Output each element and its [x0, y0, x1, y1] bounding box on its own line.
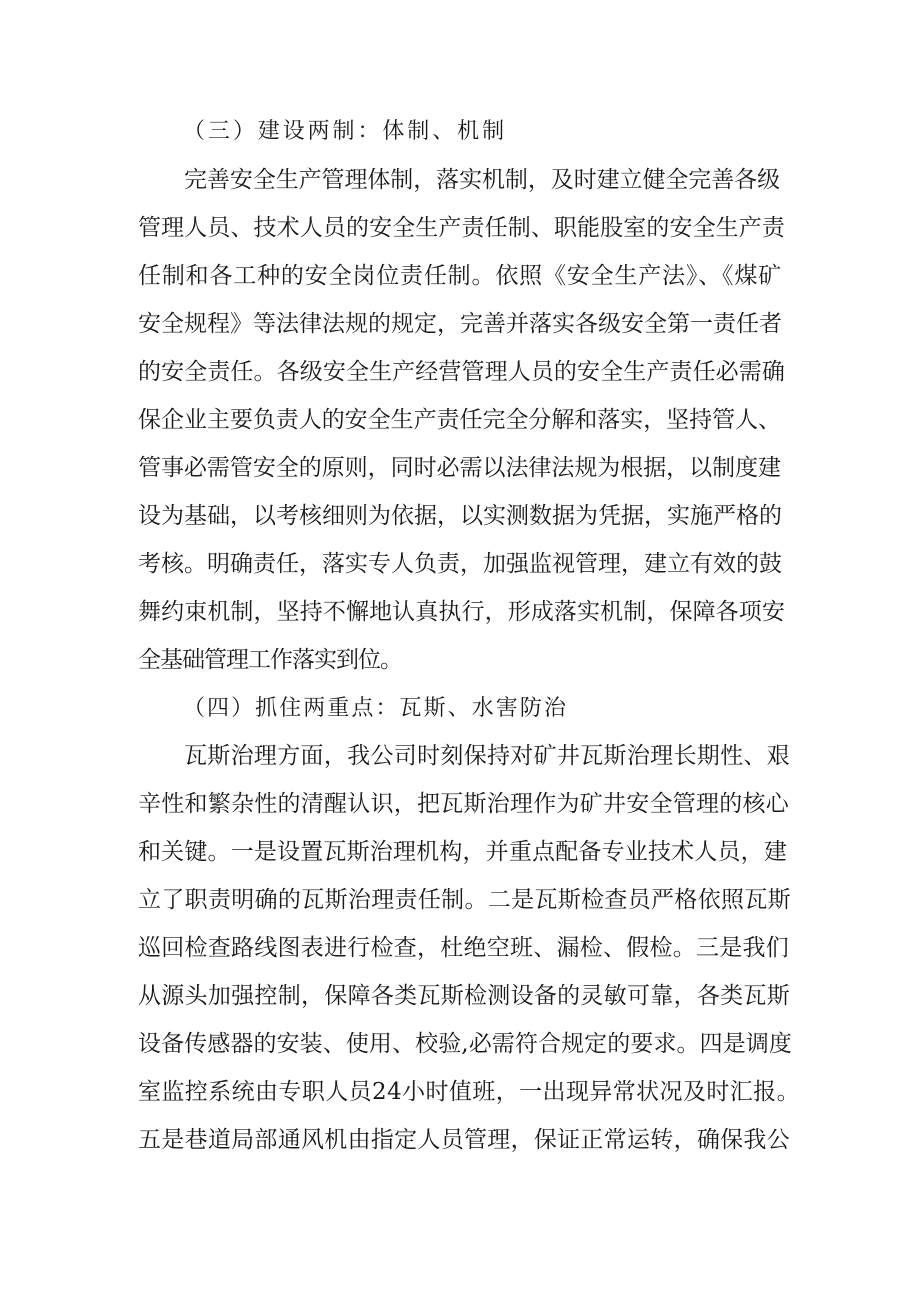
paragraph-line: 考核。明确责任，落实专人负责，加强监视管理，建立有效的鼓	[138, 551, 782, 577]
paragraph-line: 室监控系统由专职人员24小时值班，一出现异常状况及时汇报。	[138, 1079, 800, 1105]
paragraph-line: 设备传感器的安装、使用、校验,必需符合规定的要求。四是调度	[138, 1031, 793, 1057]
paragraph-line: 管事必需管安全的原则，同时必需以法律法规为根据，以制度建	[138, 455, 781, 481]
paragraph-line: 五是巷道局部通风机由指定人员管理，保证正常运转，确保我公	[138, 1127, 791, 1153]
paragraph-line: 全基础管理工作落实到位。	[138, 647, 402, 673]
paragraph-line: 舞约束机制，坚持不懈地认真执行，形成落实机制，保障各项安	[138, 599, 785, 625]
section-3-heading: （三）建设两制：体制、机制	[183, 119, 507, 144]
paragraph-line: 安全规程》等法律法规的规定，完善并落实各级安全第一责任者	[138, 311, 782, 337]
paragraph-line: 辛性和繁杂性的清醒认识，把瓦斯治理作为矿井安全管理的核心	[138, 791, 789, 817]
paragraph-line: 和关键。一是设置瓦斯治理机构，并重点配备专业技术人员，建	[138, 839, 788, 865]
paragraph-line: 保企业主要负责人的安全生产责任完全分解和落实，坚持管人、	[138, 407, 781, 433]
paragraph-line: 从源头加强控制，保障各类瓦斯检测设备的灵敏可靠，各类瓦斯	[138, 983, 791, 1009]
paragraph-line: 完善安全生产管理体制，落实机制，及时建立健全完善各级	[184, 167, 780, 193]
paragraph-line: 的安全责任。各级安全生产经营管理人员的安全生产责任必需确	[138, 359, 785, 385]
paragraph-line: 立了职责明确的瓦斯治理责任制。二是瓦斯检查员严格依照瓦斯	[138, 887, 791, 913]
section-4-heading: （四）抓住两重点：瓦斯、水害防治	[183, 696, 568, 721]
paragraph-line: 瓦斯治理方面，我公司时刻保持对矿井瓦斯治理长期性、艰	[184, 743, 791, 769]
paragraph-line: 巡回检查路线图表进行检查，杜绝空班、漏检、假检。三是我们	[138, 935, 789, 961]
paragraph-line: 管理人员、技术人员的安全生产责任制、职能股室的安全生产责	[138, 215, 785, 241]
paragraph-line: 任制和各工种的安全岗位责任制。依照《安全生产法》、《煤矿	[138, 263, 782, 289]
paragraph-line: 设为基础，以考核细则为依据，以实测数据为凭据，实施严格的	[138, 503, 782, 529]
